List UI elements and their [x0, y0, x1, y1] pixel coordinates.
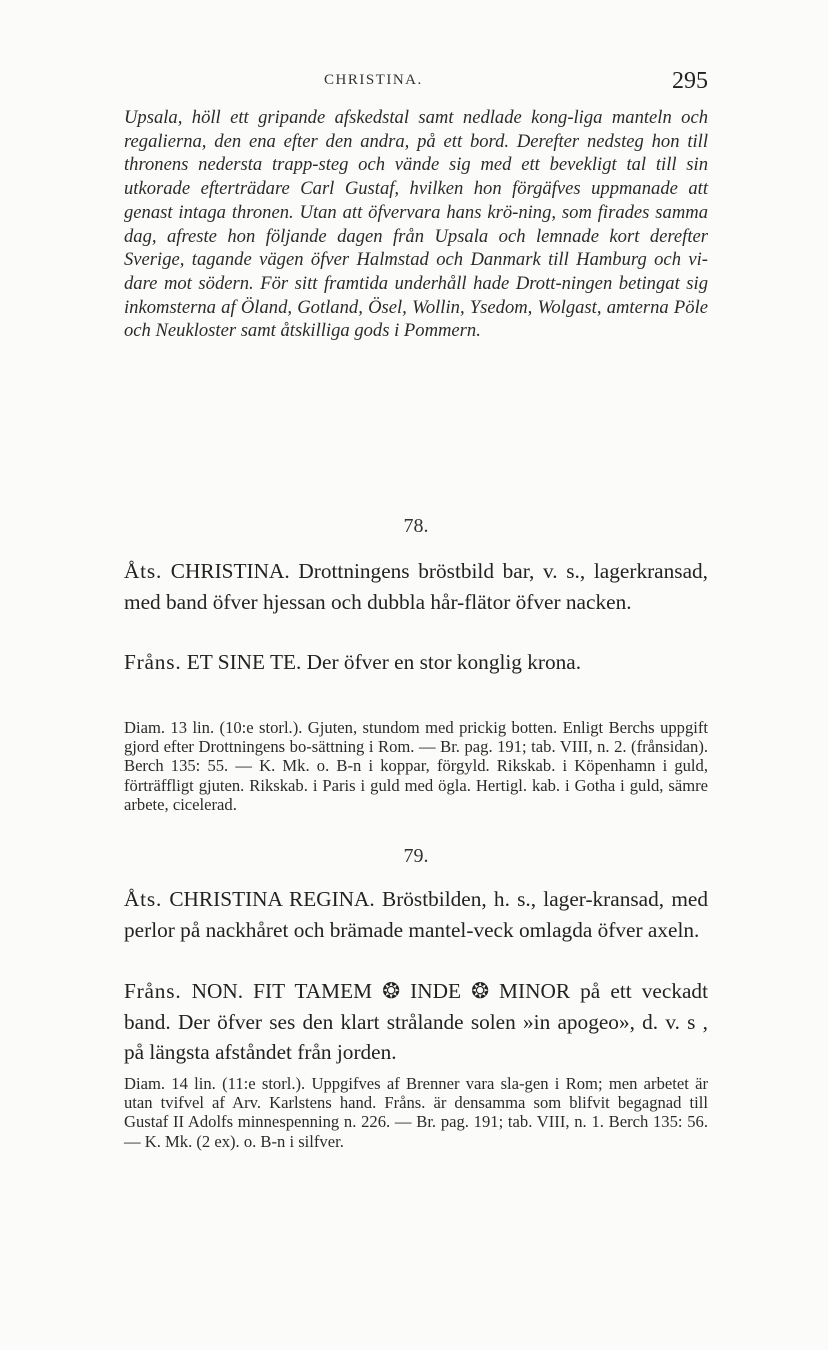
running-head	[124, 70, 708, 96]
notes-text: Diam. 14 lin. (11:e storl.). Uppgifves af Brenner vara sla-gen i Rom; men arbetet är utan tvifvel af Arv. Karlstens hand. Fråns. är densamma som blifvit begagnad till Gustaf II Adolfs minnespenning n. 226. — Br. pag. 191; tab. VIII, n. 1. Berch 135: 56. — K. Mk. (2 ex). o. B-n i silfver.	[124, 1074, 708, 1151]
entry-number: 79.	[403, 845, 429, 867]
notes-text: Diam. 13 lin. (10:e storl.). Gjuten, stundom med prickig botten. Enligt Berchs uppgift gjord efter Drottningens bo-sättning i Rom. — Br. pag. 191; tab. VIII, n. 2. (frånsidan). Berch 135: 55. — K. Mk. o. B-n i koppar, förgyld. Rikskab. i Köpenhamn i guld, förträffligt gjuten. Rikskab. i Paris i guld med ögla. Hertigl. kab. i Gotha i guld, sämre arbete, cicelerad.	[124, 718, 708, 814]
obverse-text: CHRISTINA REGINA. Bröstbilden, h. s., lager-kransad, med perlor på nackhåret och brämade mantel-veck omlagda öfver axeln.	[124, 887, 708, 942]
reverse-label: Fråns.	[124, 979, 182, 1003]
obverse-label: Åts.	[124, 887, 163, 911]
entry-notes	[124, 1074, 708, 1151]
page-number: 295	[672, 68, 708, 94]
intro-paragraph	[124, 106, 708, 343]
reverse-label: Fråns.	[124, 650, 182, 674]
entry-obverse	[124, 884, 708, 945]
entry-number: 78.	[403, 515, 429, 537]
entry-reverse	[124, 976, 708, 1068]
obverse-text: CHRISTINA. Drottningens bröstbild bar, v. s., lagerkransad, med band öfver hjessan och dubbla hår-flätor öfver nacken.	[124, 559, 708, 614]
reverse-text: NON. FIT TAMEM ❂ INDE ❂ MINOR på ett veckadt band. Der öfver ses den klart strålande solen »in apogeo», d. v. s , på längsta afståndet från jorden.	[124, 979, 708, 1064]
running-title: CHRISTINA.	[324, 72, 423, 88]
obverse-label: Åts.	[124, 559, 163, 583]
entry-obverse	[124, 556, 708, 617]
reverse-text: ET SINE TE. Der öfver en stor konglig krona.	[186, 650, 582, 674]
entry-notes	[124, 718, 708, 814]
intro-text: Upsala, höll ett gripande afskedstal samt nedlade kong-liga manteln och regalierna, den ena efter den andra, på ett bord. Derefter nedsteg hon till thronens nedersta trapp-steg och vände sig med ett bevekligt tal till sin utkorade efterträdare Carl Gustaf, hvilken hon förgäfves uppmanade att genast intaga thronen. Utan att öfvervara hans krö-ning, som firades samma dag, afreste hon följande dagen från Upsala och lemnade kort derefter Sverige, tagande vägen öfver Halmstad och Danmark till Hamburg och vi-dare mot södern. För sitt framtida underhåll hade Drott-ningen betingat sig inkomsterna af Öland, Gotland, Ösel, Wollin, Ysedom, Wolgast, amterna Pöle och Neukloster samt åtskilliga gods i Pommern.	[124, 107, 708, 342]
entry-reverse	[124, 647, 708, 678]
